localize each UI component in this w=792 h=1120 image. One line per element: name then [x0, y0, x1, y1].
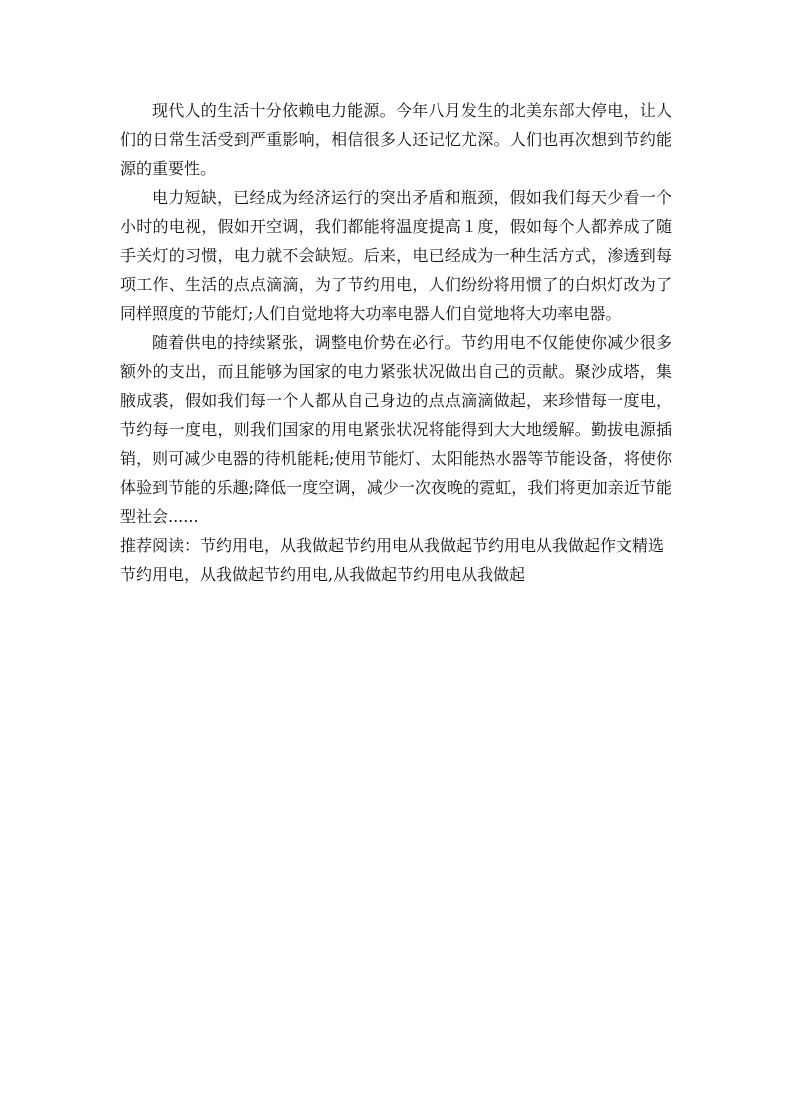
paragraph-3: 随着供电的持续紧张，调整电价势在必行。节约用电不仅能使你减少很多额外的支出，而且能够为国家的电力紧张状况做出自己的贡献。聚沙成塔，集腋成裘，假如我们每一个人都从自己身边的点点滴滴做起，来珍惜每一度电，节约每一度电，则我们国家的用电紧张状况将能得到大大地缓解。勤拔电源插销，则可减少电器的待机能耗;使用节能灯、太阳能热水器等节能设备，将使你体验到节能的乐趣;降低一度空调，减少一次夜晚的霓虹，我们将更加亲近节能型社会......: [120, 333, 672, 526]
recommended-label: 推荐阅读：: [120, 536, 201, 555]
recommended-links[interactable]: 节约用电，从我做起节约用电从我做起节约用电从我做起作文精选节约用电，从我做起节约用电,从我做起节约用电从我做起: [120, 536, 665, 584]
recommended-reading: [120, 531, 672, 589]
paragraph-2: 电力短缺，已经成为经济运行的突出矛盾和瓶颈，假如我们每天少看一个小时的电视，假如开空调，我们都能将温度提高１度，假如每个人都养成了随手关灯的习惯，电力就不会缺短。后来，电已经成为一种生活方式，渗透到每项工作、生活的点点滴滴，为了节约用电，人们纷纷将用惯了的白炽灯改为了同样照度的节能灯;人们自觉地将大功率电器人们自觉地将大功率电器。: [120, 188, 672, 323]
document-body: [120, 96, 672, 589]
paragraph-1: 现代人的生活十分依赖电力能源。今年八月发生的北美东部大停电，让人们的日常生活受到严重影响，相信很多人还记忆尤深。人们也再次想到节约能源的重要性。: [120, 101, 672, 178]
